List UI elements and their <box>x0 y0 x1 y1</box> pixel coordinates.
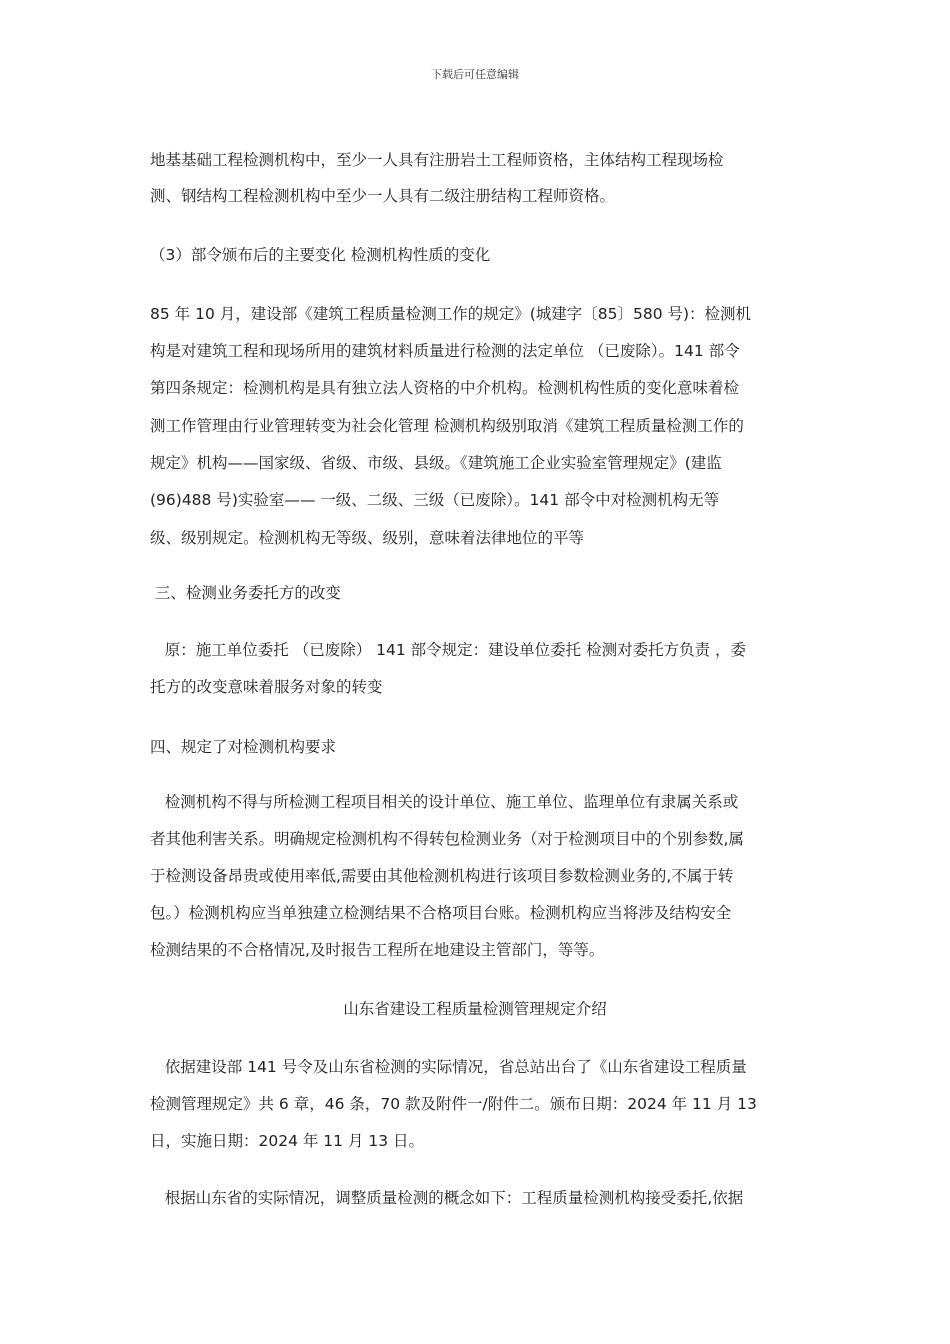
paragraph-line: 第四条规定：检测机构是具有独立法人资格的中介机构。检测机构性质的变化意味着检 <box>150 379 740 397</box>
paragraph-line: 托方的改变意味着服务对象的转变 <box>150 678 383 696</box>
paragraph-line: 检测结果的不合格情况,及时报告工程所在地建设主管部门，等等。 <box>150 941 605 959</box>
paragraph-line: 地基基础工程检测机构中，至少一人具有注册岩土工程师资格，主体结构工程现场检 <box>150 151 724 169</box>
paragraph-line: 构是对建筑工程和现场所用的建筑材料质量进行检测的法定单位 （已废除）。141 部令 <box>150 342 740 360</box>
section-heading: 三、检测业务委托方的改变 <box>150 584 341 602</box>
paragraph-line: 规定》机构——国家级、省级、市级、县级。《建筑施工企业实验室管理规定》(建监 <box>150 454 722 472</box>
centered-title: 山东省建设工程质量检测管理规定介绍 <box>343 1000 607 1018</box>
paragraph-line: 测工作管理由行业管理转变为社会化管理 检测机构级别取消《建筑工程质量检测工作的 <box>150 417 744 435</box>
paragraph-line: (96)488 号)实验室—— 一级、二级、三级（已废除）。141 部令中对检测机构无等 <box>150 491 720 509</box>
paragraph-line: 根据山东省的实际情况，调整质量检测的概念如下：工程质量检测机构接受委托,依据 <box>150 1189 744 1207</box>
paragraph-line: 日，实施日期：2024 年 11 月 13 日。 <box>150 1132 425 1150</box>
paragraph-line: 测、钢结构工程检测机构中至少一人具有二级注册结构工程师资格。 <box>150 187 616 205</box>
section-heading: 四、规定了对检测机构要求 <box>150 738 337 756</box>
paragraph-line: 原：施工单位委托 （已废除） 141 部令规定：建设单位委托 检测对委托方负责 ，委 <box>150 641 747 659</box>
paragraph-line: 包。）检测机构应当单独建立检测结果不合格项目台账。检测机构应当将涉及结构安全 <box>150 904 732 922</box>
paragraph-line: 85 年 10 月，建设部《建筑工程质量检测工作的规定》(城建字〔85〕580 号)：检测机 <box>150 305 752 323</box>
paragraph-line: 检测机构不得与所检测工程项目相关的设计单位、施工单位、监理单位有隶属关系或 <box>150 793 739 811</box>
paragraph-line: 级、级别规定。检测机构无等级、级别，意味着法律地位的平等 <box>150 529 585 547</box>
paragraph-line: 依据建设部 141 号令及山东省检测的实际情况，省总站出台了《山东省建设工程质量 <box>150 1058 747 1076</box>
section-heading: （3）部令颁布后的主要变化 检测机构性质的变化 <box>150 246 491 264</box>
paragraph-line: 者其他利害关系。明确规定检测机构不得转包检测业务（对于检测项目中的个别参数,属 <box>150 830 744 848</box>
paragraph-line: 检测管理规定》共 6 章，46 条，70 款及附件一/附件二。颁布日期：2024 年 11 月 13 <box>150 1095 757 1113</box>
paragraph-line: 于检测设备昂贵或使用率低,需要由其他检测机构进行该项目参数检测业务的,不属于转 <box>150 867 734 885</box>
page-header: 下载后可任意编辑 <box>431 68 519 81</box>
